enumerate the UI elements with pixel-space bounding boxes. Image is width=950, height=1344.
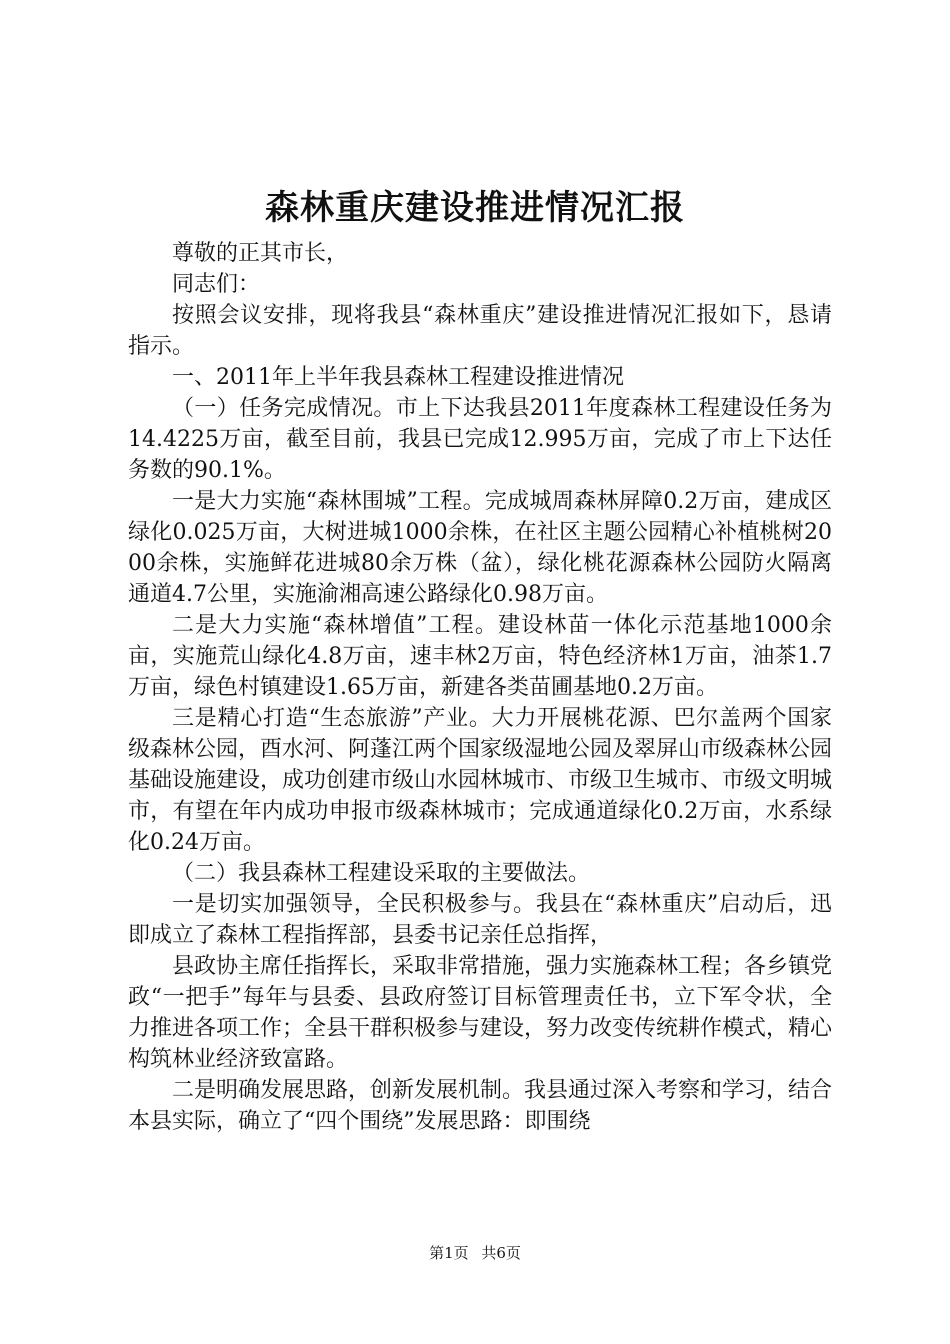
page-number: 第1页 <box>429 1244 469 1262</box>
body-paragraph: 三是精心打造“生态旅游”产业。大力开展桃花源、巴尔盖两个国家级森林公园，酉水河、阿蓬江两个国家级湿地公园及翠屏山市级森林公园基础设施建设，成功创建市级山水园林城市、市级卫生城市、市级文明城市，有望在年内成功申报市级森林城市；完成通道绿化0.2万亩，水系绿化0.24万亩。 <box>128 706 833 855</box>
page-footer <box>0 1243 950 1263</box>
body-paragraph: 二是明确发展思路，创新发展机制。我县通过深入考察和学习，结合本县实际，确立了“四个围绕”发展思路：即围绕 <box>128 1078 833 1134</box>
salutation-paragraph: 同志们： <box>172 272 261 297</box>
body-paragraph: 按照会议安排，现将我县“森林重庆”建设推进情况汇报如下，恳请指示。 <box>128 303 832 359</box>
body-paragraph: 一是大力实施“森林围城”工程。完成城周森林屏障0.2万亩，建成区绿化0.025万亩，大树进城1000余株，在社区主题公园精心补植桃树2000余株，实施鲜花进城80余万株（盆），绿化桃花源森林公园防火隔离通道4.7公里，实施渝湘高速公路绿化0.98万亩。 <box>128 489 832 607</box>
page-total: 共6页 <box>481 1244 521 1262</box>
body-paragraph: 县政协主席任指挥长，采取非常措施，强力实施森林工程；各乡镇党政“一把手”每年与县委、县政府签订目标管理责任书，立下军令状，全力推进各项工作；全县干群积极参与建设，努力改变传统耕作模式，精心构筑林业经济致富路。 <box>128 954 833 1072</box>
body-paragraph: （一）任务完成情况。市上下达我县2011年度森林工程建设任务为14.4225万亩，截至目前，我县已完成12.995万亩，完成了市上下达任务数的90.1%。 <box>128 396 832 483</box>
document-body <box>128 238 832 1137</box>
body-paragraph: 一是切实加强领导，全民积极参与。我县在“森林重庆”启动后，迅即成立了森林工程指挥部，县委书记亲任总指挥， <box>128 892 832 948</box>
document-title: 森林重庆建设推进情况汇报 <box>265 188 685 228</box>
salutation-paragraph: 尊敬的正其市长， <box>172 241 349 266</box>
subsection-heading: （二）我县森林工程建设采取的主要做法。 <box>172 861 591 886</box>
body-paragraph: 二是大力实施“森林增值”工程。建设林苗一体化示范基地1000余亩，实施荒山绿化4.8万亩，速丰林2万亩，特色经济林1万亩，油茶1.7万亩，绿色村镇建设1.65万亩，新建各类苗圃基地0.2万亩。 <box>128 613 832 700</box>
section-heading: 一、2011年上半年我县森林工程建设推进情况 <box>172 365 624 390</box>
